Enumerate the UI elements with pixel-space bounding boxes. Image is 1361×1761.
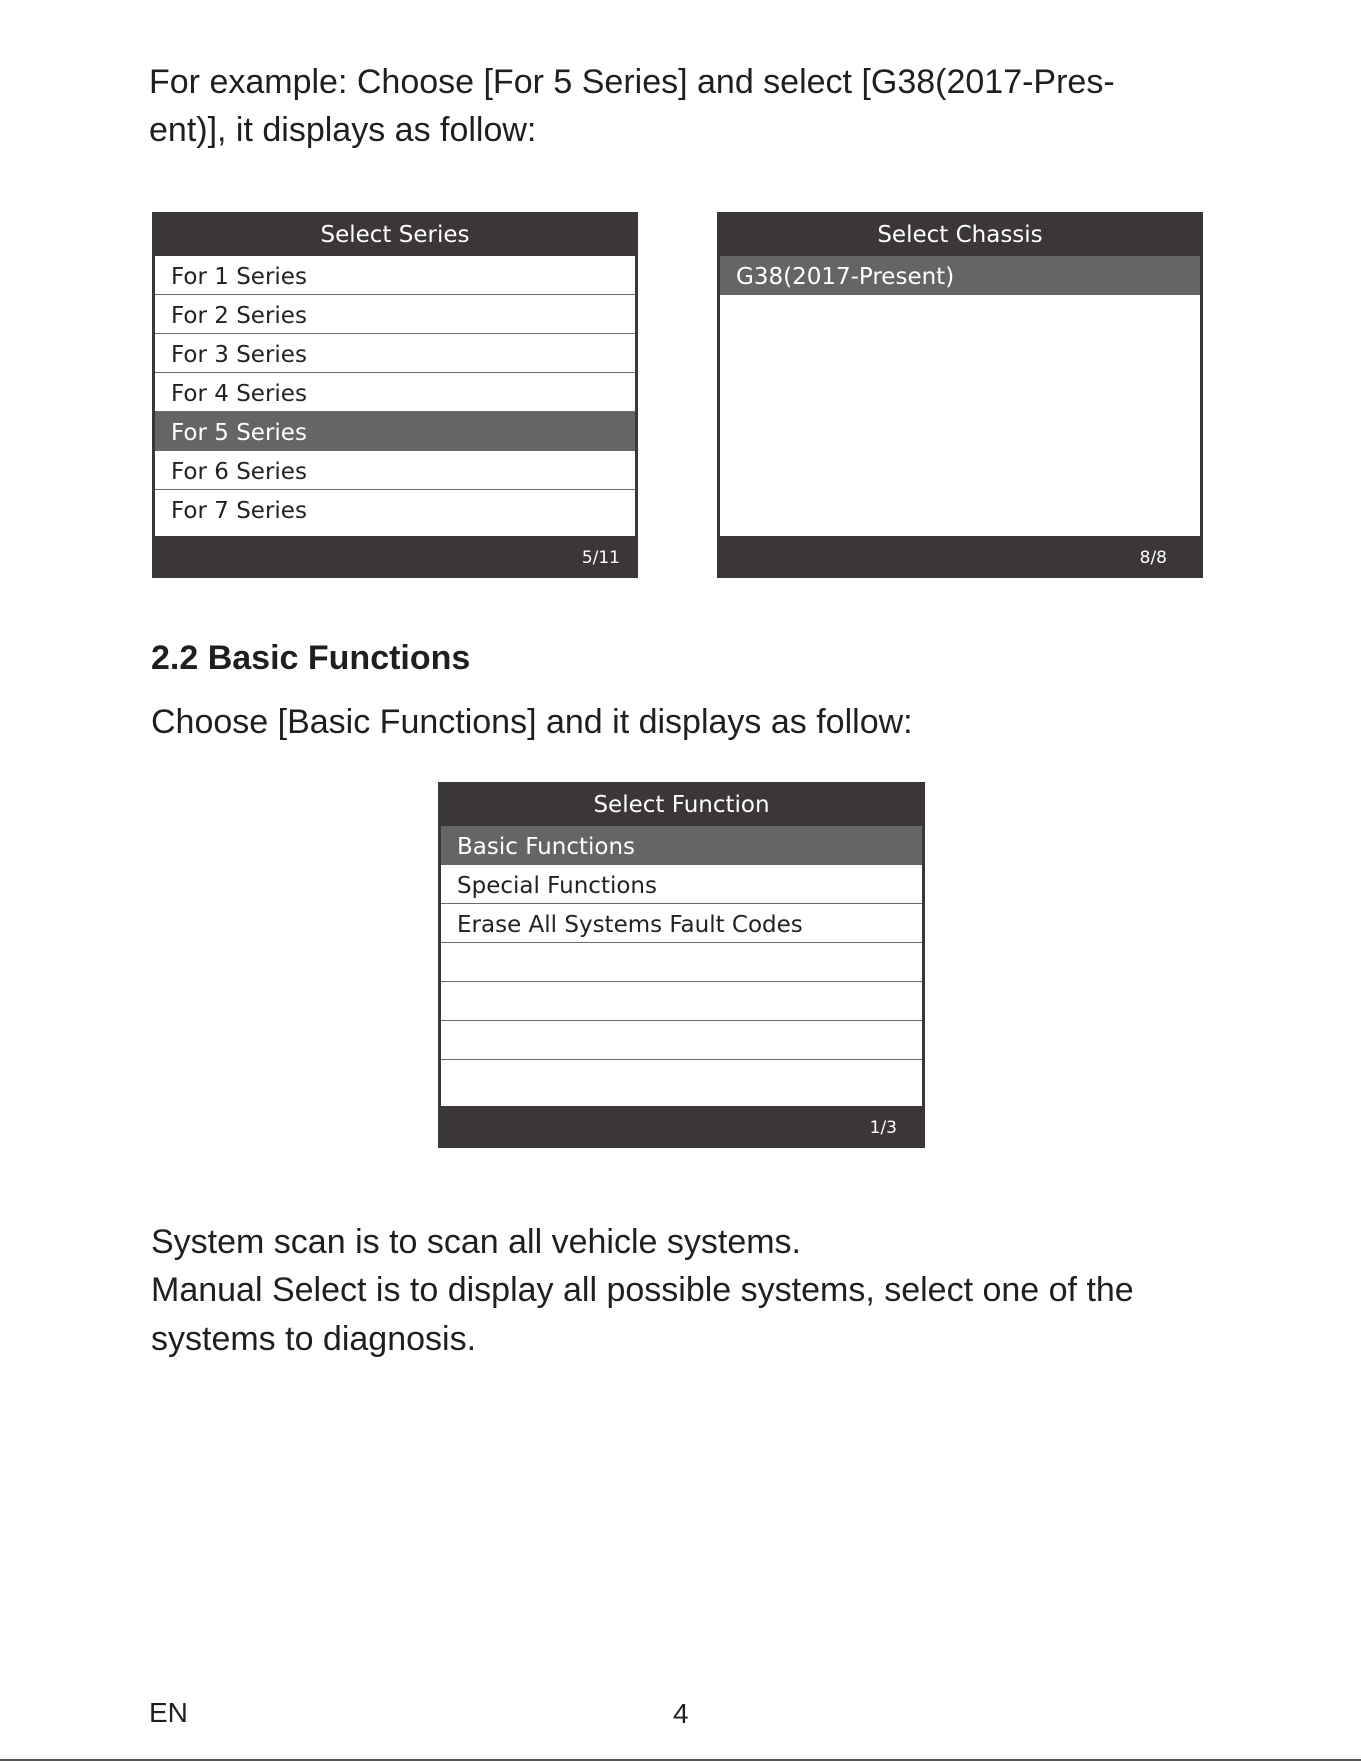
page-indicator: 5/11 xyxy=(581,548,620,568)
section-heading: 2.2 Basic Functions xyxy=(151,639,471,677)
list-item[interactable]: For 3 Series xyxy=(155,334,635,373)
list-item[interactable]: Special Functions xyxy=(441,865,922,904)
list-item-empty xyxy=(441,1060,922,1099)
chassis-list xyxy=(720,256,1200,536)
screen-title: Select Series xyxy=(320,222,470,248)
list-item[interactable]: For 4 Series xyxy=(155,373,635,412)
list-item-selected[interactable]: G38(2017-Present) xyxy=(720,256,1200,295)
list-item[interactable]: For 1 Series xyxy=(155,256,635,295)
list-item[interactable]: For 7 Series xyxy=(171,498,307,524)
select-function-screen xyxy=(438,782,925,1148)
section-instruction: Choose [Basic Functions] and it displays as follow: xyxy=(151,703,913,741)
screen-title: Select Chassis xyxy=(877,222,1043,248)
series-list xyxy=(155,256,635,536)
description-line-1: System scan is to scan all vehicle systems. xyxy=(151,1223,802,1261)
list-item[interactable]: Erase All Systems Fault Codes xyxy=(441,904,922,943)
page-indicator: 1/3 xyxy=(869,1118,897,1138)
intro-line-2: ent)], it displays as follow: xyxy=(149,111,537,149)
list-item-empty xyxy=(441,943,922,982)
intro-line-1: For example: Choose [For 5 Series] and select [G38(2017-Pres- xyxy=(149,63,1115,101)
page-indicator: 8/8 xyxy=(1139,548,1167,568)
list-item[interactable]: For 6 Series xyxy=(155,451,635,490)
list-item[interactable]: For 2 Series xyxy=(155,295,635,334)
list-item-empty xyxy=(441,982,922,1021)
screen-title: Select Function xyxy=(593,792,770,818)
list-item-empty xyxy=(441,1021,922,1060)
page-number: 4 xyxy=(673,1698,689,1729)
list-item-selected[interactable]: Basic Functions xyxy=(441,826,922,865)
select-chassis-screen xyxy=(717,212,1203,578)
list-item-selected[interactable]: For 5 Series xyxy=(155,412,635,451)
language-label: EN xyxy=(149,1697,188,1728)
description-line-3: systems to diagnosis. xyxy=(151,1320,477,1358)
description-line-2: Manual Select is to display all possible systems, select one of the xyxy=(151,1271,1134,1309)
select-series-screen xyxy=(152,212,638,578)
function-list xyxy=(441,826,922,1106)
